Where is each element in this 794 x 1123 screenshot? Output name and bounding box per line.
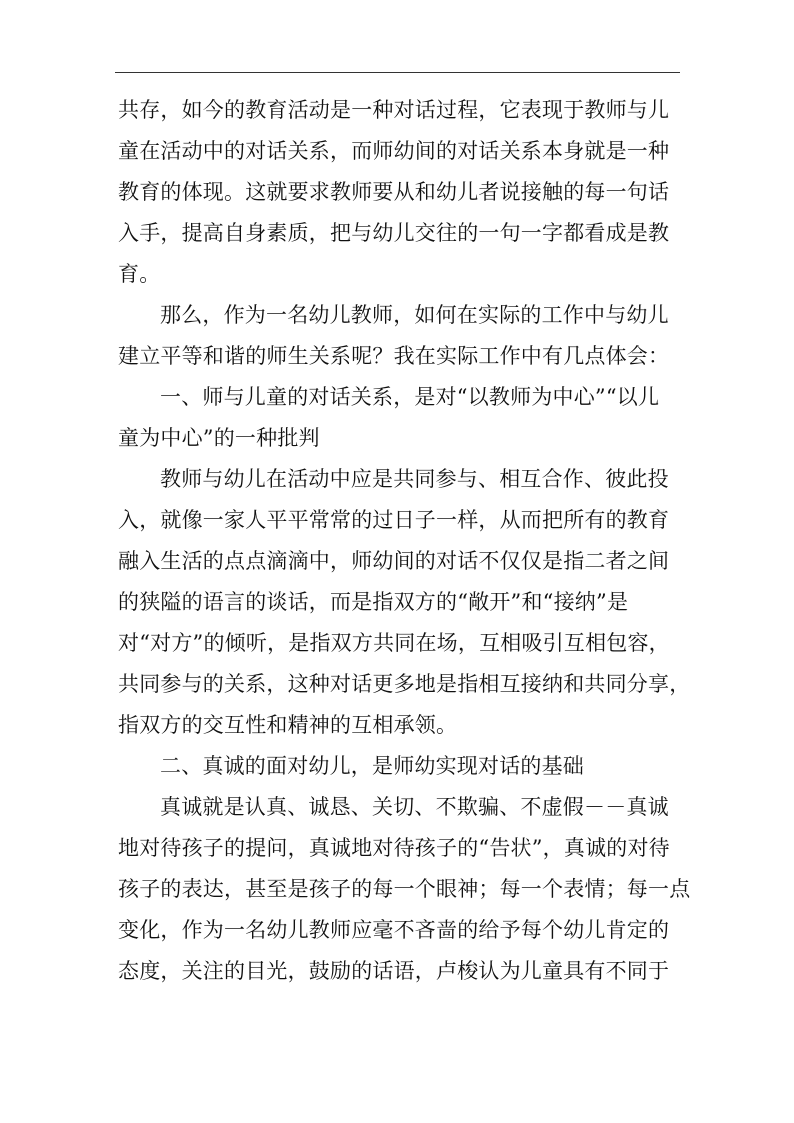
- text-line: 的狭隘的语言的谈话，而是指双方的“敞开”和“接纳”是: [118, 590, 629, 614]
- text-line: 入手，提高自身素质，把与幼儿交往的一句一字都看成是教: [118, 221, 670, 245]
- header-rule: [115, 72, 680, 73]
- section-heading-line: 童为中心”的一种批判: [118, 426, 320, 450]
- text-line: 融入生活的点点滴滴中，师幼间的对话不仅仅是指二者之间: [118, 549, 670, 573]
- paragraph-first-line: 教师与幼儿在活动中应是共同参与、相互合作、彼此投: [160, 467, 669, 491]
- paragraph-first-line: 真诚就是认真、诚恳、关切、不欺骗、不虚假－－真诚: [160, 795, 669, 819]
- text-line: 指双方的交互性和精神的互相承领。: [118, 713, 458, 737]
- text-line: 育。: [118, 262, 161, 286]
- text-line: 态度，关注的目光，鼓励的话语，卢梭认为儿童具有不同于: [118, 959, 670, 983]
- text-line: 共同参与的关系，这种对话更多地是指相互接纳和共同分享，: [118, 672, 691, 696]
- text-line: 地对待孩子的提问，真诚地对待孩子的“告状”，真诚的对待: [118, 836, 670, 860]
- paragraph-first-line: 那么，作为一名幼儿教师，如何在实际的工作中与幼儿: [160, 303, 669, 327]
- text-line: 孩子的表达，甚至是孩子的每一个眼神；每一个表情；每一点: [118, 877, 691, 901]
- section-heading-line: 一、师与儿童的对话关系，是对“以教师为中心”“以儿: [160, 385, 660, 409]
- text-line: 教育的体现。这就要求教师要从和幼儿者说接触的每一句话: [118, 180, 670, 204]
- body-text: [118, 90, 691, 992]
- section-heading-line: 二、真诚的面对幼儿，是师幼实现对话的基础: [160, 754, 584, 778]
- text-line: 共存，如今的教育活动是一种对话过程，它表现于教师与儿: [118, 98, 670, 122]
- text-line: 变化，作为一名幼儿教师应毫不吝啬的给予每个幼儿肯定的: [118, 918, 670, 942]
- text-line: 建立平等和谐的师生关系呢？我在实际工作中有几点体会：: [118, 344, 670, 368]
- text-line: 对“对方”的倾听，是指双方共同在场，互相吸引互相包容，: [118, 631, 670, 655]
- text-line: 入，就像一家人平平常常的过日子一样，从而把所有的教育: [118, 508, 670, 532]
- text-line: 童在活动中的对话关系，而师幼间的对话关系本身就是一种: [118, 139, 670, 163]
